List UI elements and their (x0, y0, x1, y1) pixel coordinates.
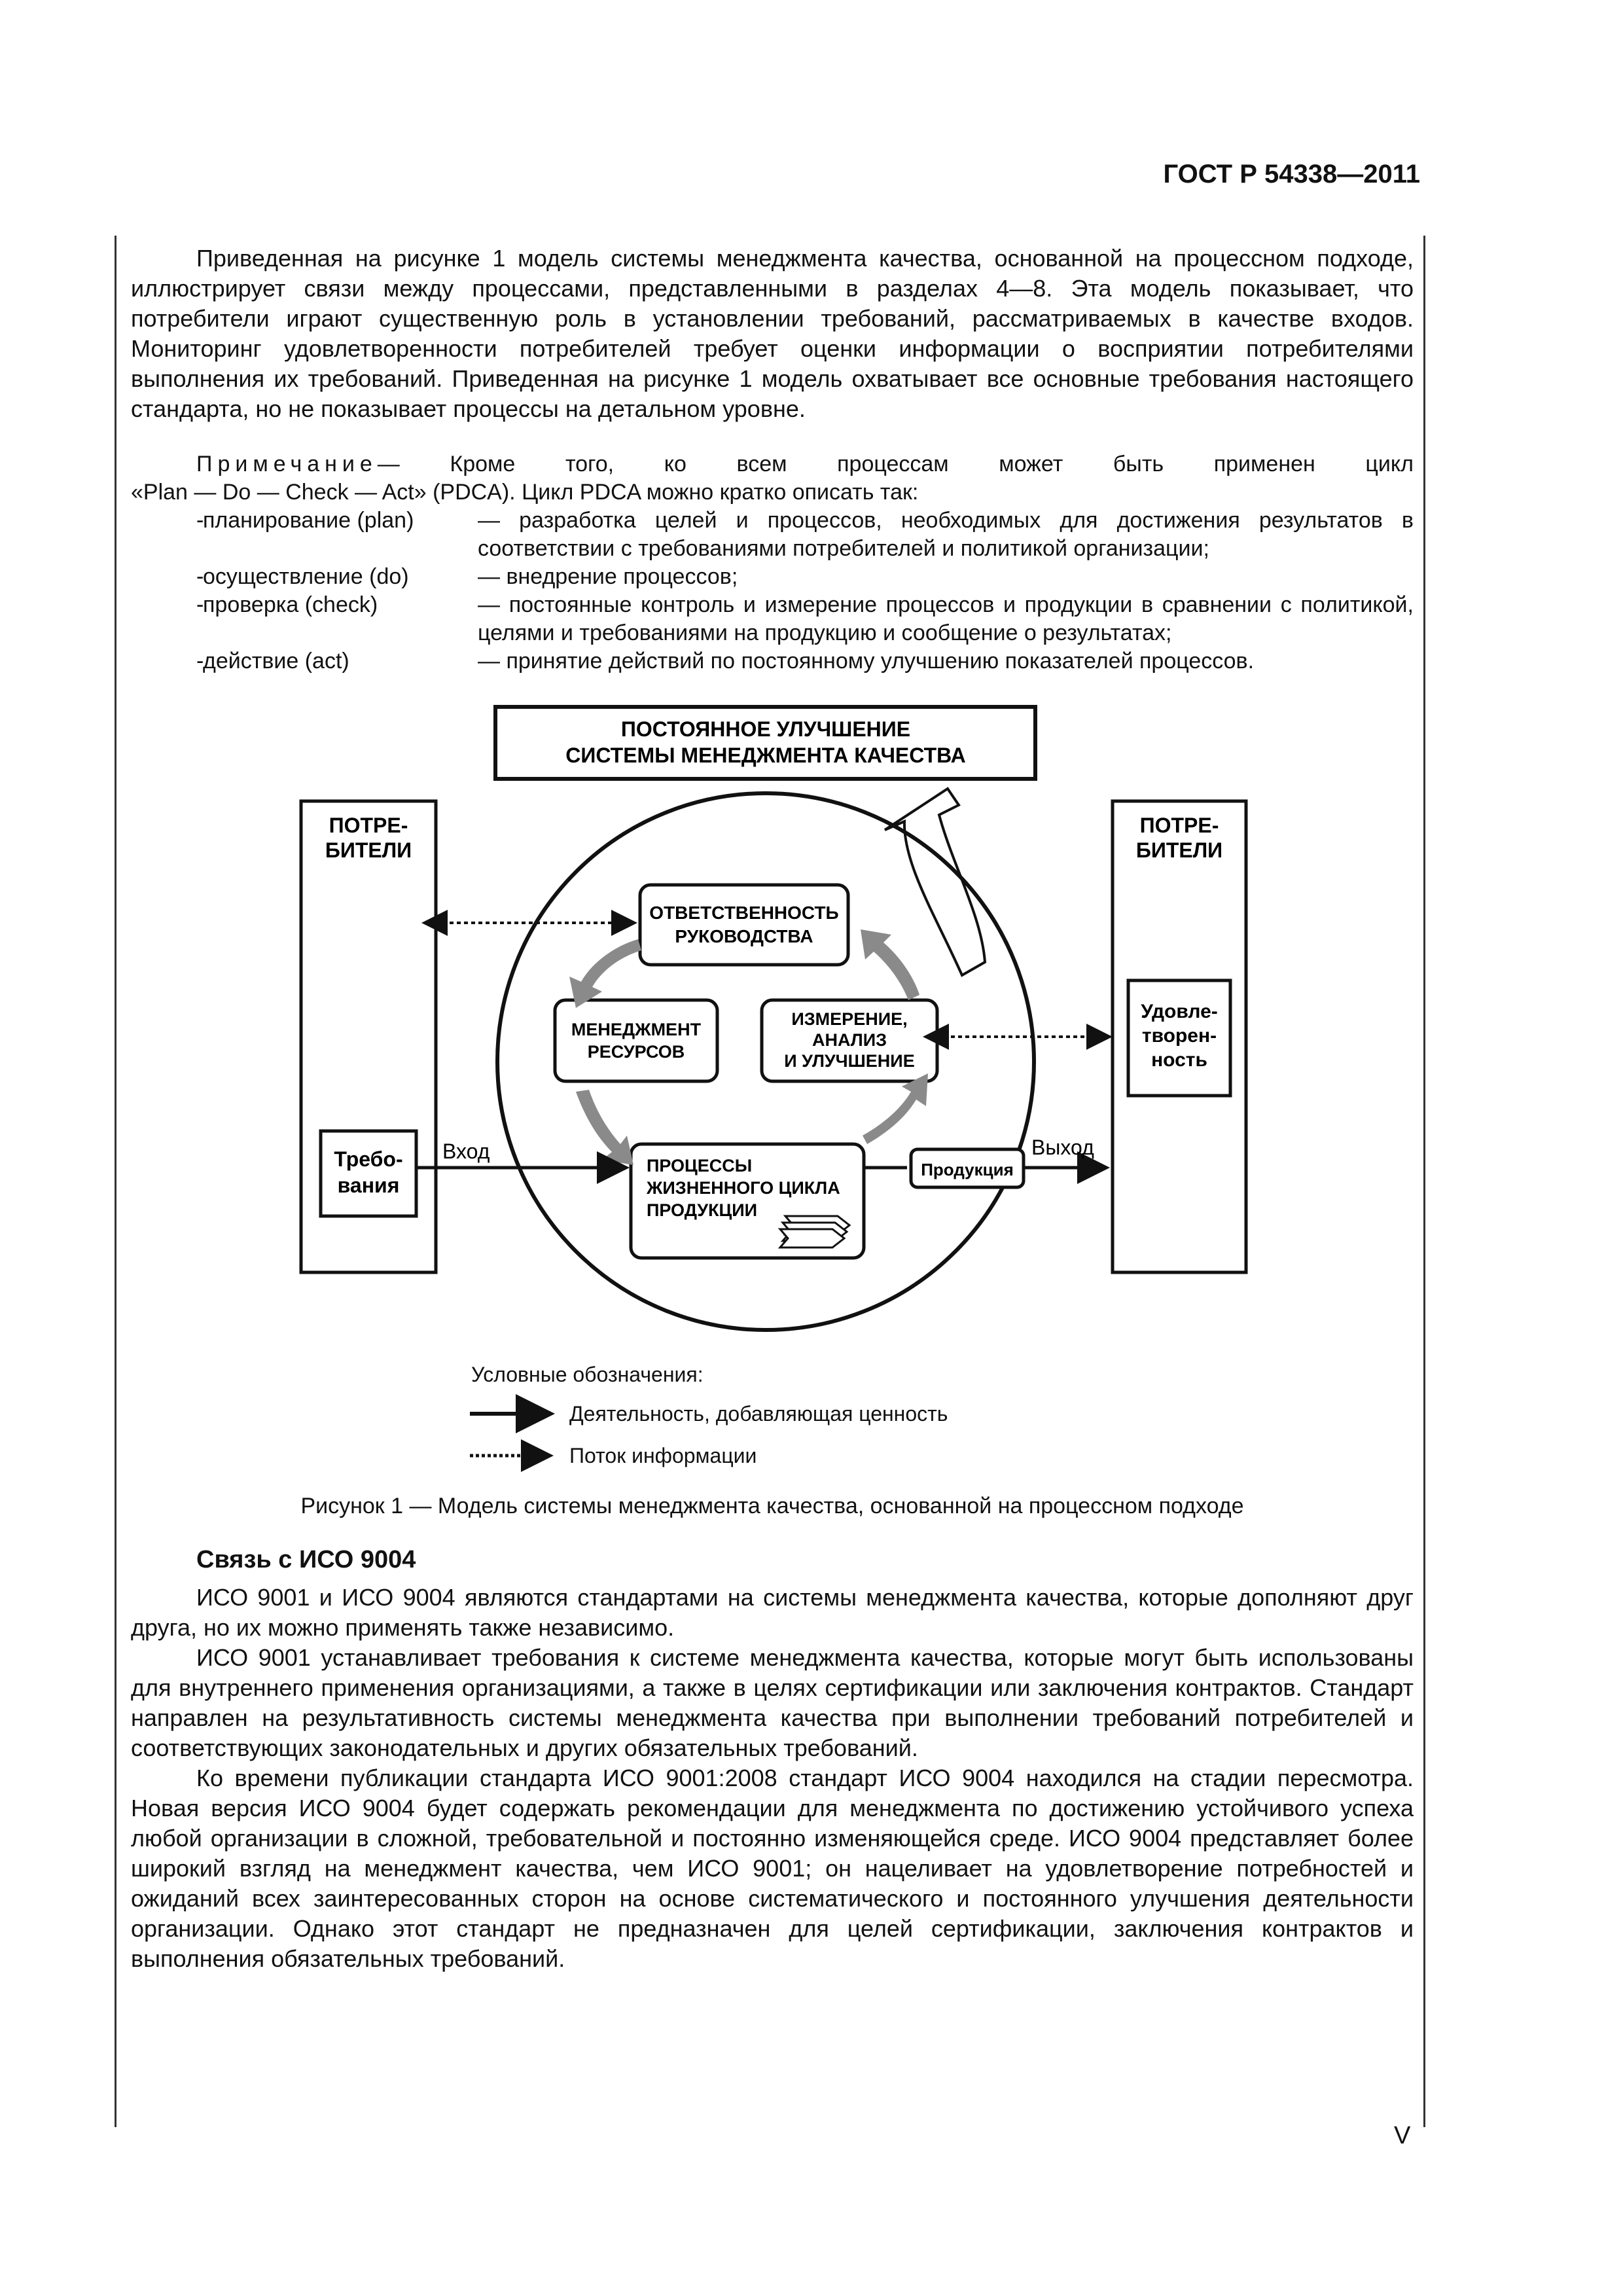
section-paragraph-3: Ко времени публикации стандарта ИСО 9001:2008 стандарт ИСО 9004 находился на стадии пересмотра. Новая версия ИСО 9004 будет содержать рекомендации для менеджмента по достижению устойчивого успеха любой организации в сложной, требовательной и постоянно изменяющейся среде. ИСО 9004 представляет более широкий взгляд на менеджмент качества, чем ИСО 9001; он нацеливает на удовлетворение потребностей и ожиданий всех заинтересованных сторон на основе систематического и постоянного улучшения деятельности организации. Однако этот стандарт не предназначен для целей сертификации, заключения контрактов и выполнения обязательных требований. (131, 1765, 1414, 1972)
section-body (131, 1583, 1414, 1974)
customers-right-label-2: БИТЕЛИ (1135, 838, 1223, 862)
customers-left-label-2: БИТЕЛИ (325, 838, 412, 862)
input-label: Вход (442, 1139, 490, 1163)
responsibility-label-1: ОТВЕТСТВЕННОСТЬ (649, 903, 839, 923)
measurement-box (762, 1000, 937, 1081)
document-header: ГОСТ Р 54338—2011 (1163, 160, 1420, 188)
measurement-label-1: ИЗМЕРЕНИЕ, (791, 1009, 908, 1029)
improvement-box (495, 707, 1035, 779)
customers-left-label-1: ПОТРЕ- (329, 814, 408, 837)
pdca-desc-check: — постоянные контроль и измерение процессов и продукции в сравнении с политикой, целями и требованиями на продукцию и сообщение о результатах; (478, 592, 1414, 645)
figure-caption: Рисунок 1 — Модель системы менеджмента качества, основанной на процессном подходе (300, 1494, 1244, 1518)
page-number: V (1394, 2122, 1411, 2149)
measurement-label-2: АНАЛИЗ (812, 1030, 887, 1050)
requirements-label-1: Требо- (334, 1147, 403, 1171)
lifecycle-label-2: ЖИЗНЕННОГО ЦИКЛА (647, 1178, 840, 1198)
section-paragraph-1: ИСО 9001 и ИСО 9004 являются стандартами на системы менеджмента качества, которые дополняют друг друга, но их можно применять также независимо. (131, 1584, 1414, 1641)
responsibility-box (640, 885, 848, 965)
pdca-dash: - (196, 592, 204, 617)
customers-right-label-1: ПОТРЕ- (1139, 814, 1219, 837)
legend-info-flow-label: Поток информации (569, 1444, 757, 1467)
cycle-arrow-to-responsibility-icon (861, 929, 919, 1000)
note-second-line: «Plan — Do — Check — Act» (PDCA). Цикл PDCA можно кратко описать так: (131, 480, 919, 505)
section-title: Связь с ИСО 9004 (196, 1546, 416, 1573)
output-label: Выход (1031, 1136, 1094, 1159)
pdca-desc-act: — принятие действий по постоянному улучшению показателей процессов. (478, 649, 1255, 673)
pdca-term-plan: планирование (plan) (203, 508, 414, 533)
legend-value-added-label: Деятельность, добавляющая ценность (569, 1402, 948, 1426)
pdca-desc-do: — внедрение процессов; (478, 564, 738, 589)
process-chevron-icon (780, 1216, 849, 1247)
pdca-dash: - (196, 508, 204, 533)
lifecycle-label-3: ПРОДУКЦИИ (647, 1200, 758, 1220)
satisfaction-label-1: Удовле- (1141, 1001, 1218, 1022)
cycle-arrow-to-measurement-icon (863, 1073, 928, 1144)
customers-right-box (1113, 801, 1246, 1272)
note-label: Примечание (196, 452, 378, 476)
customers-left-box (301, 801, 436, 1272)
note-line1: — Кроме того, ко всем процессам может быть применен цикл (377, 452, 1414, 476)
pdca-term-check: проверка (check) (203, 592, 378, 617)
resources-label-2: РЕСУРСОВ (587, 1042, 685, 1062)
lifecycle-box (631, 1144, 864, 1258)
cycle-arrow-to-lifecycle-icon (576, 1090, 633, 1165)
satisfaction-label-3: ность (1151, 1049, 1207, 1071)
product-box (911, 1149, 1024, 1187)
improvement-label-line1: ПОСТОЯННОЕ УЛУЧШЕНИЕ (620, 717, 911, 741)
satisfaction-label-2: творен- (1141, 1025, 1217, 1047)
resources-box (555, 1000, 717, 1081)
product-label: Продукция (921, 1160, 1014, 1179)
pdca-term-do: осуществление (do) (203, 564, 409, 589)
resources-label-1: МЕНЕДЖМЕНТ (571, 1020, 702, 1039)
legend-title: Условные обозначения: (471, 1363, 704, 1386)
section-paragraph-2: ИСО 9001 устанавливает требования к системе менеджмента качества, которые могут быть использованы для внутреннего применения организациями, а также в целях сертификации или заключения контрактов. Стандарт направлен на результативность системы менеджмента качества при выполнении требований потребителей и соответствующих законодательных и других обязательных требований. (131, 1644, 1414, 1761)
responsibility-label-2: РУКОВОДСТВА (675, 926, 813, 946)
improvement-label-line2: СИСТЕМЫ МЕНЕДЖМЕНТА КАЧЕСТВА (565, 744, 966, 767)
intro-paragraph: Приведенная на рисунке 1 модель системы менеджмента качества, основанной на процессном подходе, иллюстрирует связи между процессами, представленными в разделах 4—8. Эта модель показывает, что потребители играют существенную роль в установлении требований, рассматриваемых в качестве входов. Мониторинг удовлетворенности потребителей требует оценки информации о восприятии потребителями выполнения их требований. Приведенная на рисунке 1 модель охватывает все основные требования настоящего стандарта, но не показывает процессы на детальном уровне. (131, 245, 1414, 422)
pdca-term-act: действие (act) (203, 649, 349, 673)
measurement-label-3: И УЛУЧШЕНИЕ (784, 1051, 915, 1071)
pdca-dash: - (196, 649, 204, 673)
pdca-dash: - (196, 564, 204, 589)
cycle-arrow-to-resources-icon (569, 939, 641, 1008)
improvement-arrow-icon (885, 789, 985, 975)
requirements-label-2: вания (337, 1174, 400, 1197)
pdca-desc-plan: — разработка целей и процессов, необходимых для достижения результатов в соответствии с требованиями потребителей и политикой организации; (478, 508, 1414, 561)
lifecycle-label-1: ПРОЦЕССЫ (647, 1156, 753, 1175)
